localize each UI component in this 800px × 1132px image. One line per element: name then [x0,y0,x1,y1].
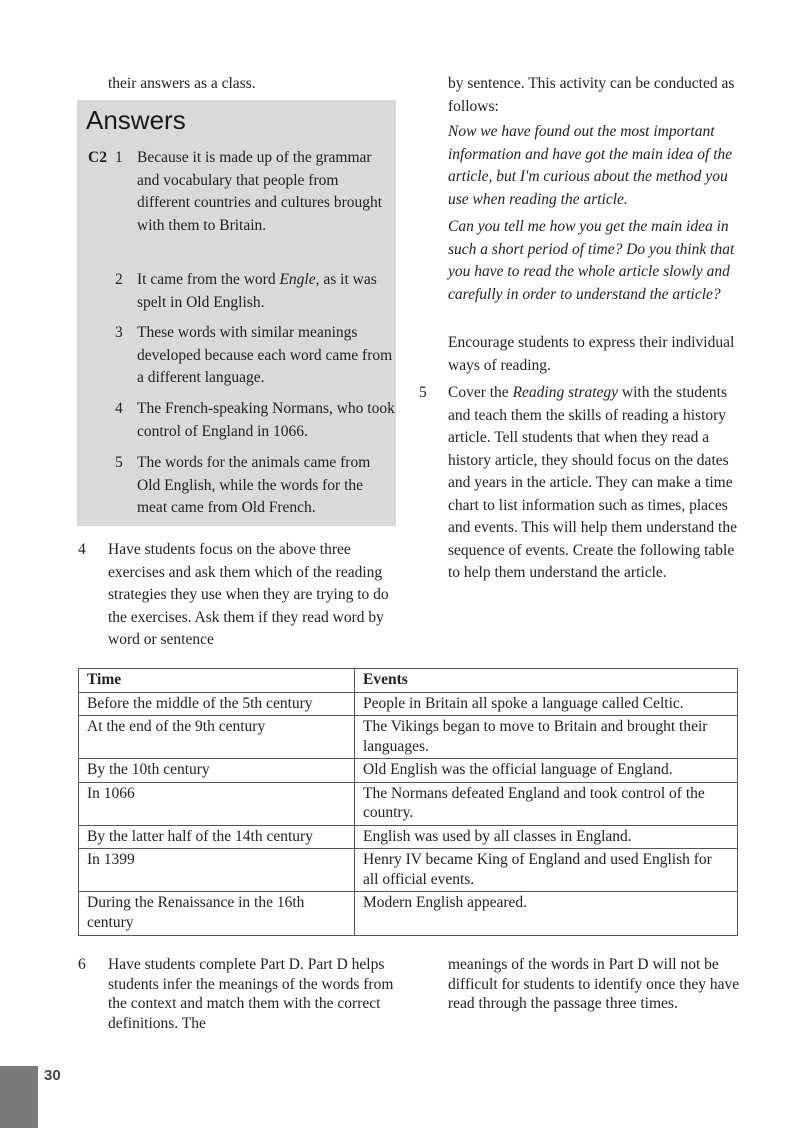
answers-box [77,100,396,526]
table-row [79,759,738,783]
table-row [79,716,738,759]
time-cell: By the 10th century [79,759,355,783]
step-5-text: Cover the Reading strategy with the students and teach them the skills of reading a history article. Tell students that when they read a history article, they should focus on the dates and years in the article. They can make a time chart to list information such as times, places and events. This will help them understand the sequence of events. Create the following table to help them understand the article. [448,384,737,581]
step-number: 4 [78,541,86,558]
event-cell: English was used by all classes in England. [355,825,738,849]
answer-text: The French-speaking Normans, who took control of England in 1066. [137,400,395,440]
page-number: 30 [44,1067,61,1084]
time-cell: Before the middle of the 5th century [79,692,355,716]
event-cell: The Normans defeated England and took control of the country. [355,782,738,825]
step-number: 5 [419,384,427,401]
step-6-text: Have students complete Part D. Part D helps students infer the meanings of the words from the context and match them with the correct definitions. The [108,956,394,1032]
answer-section-label: C2 [88,149,107,166]
table-row [79,825,738,849]
table-row [79,849,738,892]
answer-number: 4 [115,400,123,417]
answer-number: 1 [115,149,123,166]
lead-line: their answers as a class. [108,75,256,92]
continued-text: by sentence. This activity can be conducted as follows: [448,75,735,115]
event-cell: The Vikings began to move to Britain and brought their languages. [355,716,738,759]
event-cell: Modern English appeared. [355,892,738,936]
time-cell: At the end of the 9th century [79,716,355,759]
time-cell: In 1066 [79,782,355,825]
table-header-row [79,669,738,693]
teacher-quote: Now we have found out the most important information and have got the main idea of the article, but I'm curious about the method you use when reading the article. [448,123,733,208]
event-cell: Henry IV became King of England and used English for all official events. [355,849,738,892]
table-row [79,692,738,716]
teacher-quote: Can you tell me how you get the main idea in such a short period of time? Do you think that you have to read the whole article slowly and carefully in order to understand the article? [448,218,735,303]
page-number-bar [0,1066,38,1128]
time-cell: By the latter half of the 14th century [79,825,355,849]
encourage-text: Encourage students to express their individual ways of reading. [448,334,735,374]
answer-italic-word: Engle [279,271,316,288]
answer-number: 3 [115,324,123,341]
reading-strategy-ref: Reading strategy [512,384,619,401]
time-cell: In 1399 [79,849,355,892]
step-4-text: Have students focus on the above three exercises and ask them which of the reading strategies they use when they are trying to do the exercises. Ask them if they read word by word or sentence [108,541,389,648]
answer-text: It came from the word Engle, as it was spelt in Old English. [137,271,377,311]
answer-text: These words with similar meanings developed because each word came from a different language. [137,324,393,386]
step-6-continued: meanings of the words in Part D will not be difficult for students to identify once they have read through the passage three times. [448,956,740,1012]
timeline-table [78,668,738,936]
answer-number: 5 [115,454,123,471]
answers-title: Answers [86,105,186,135]
event-cell: Old English was the official language of England. [355,759,738,783]
table-row [79,892,738,936]
table-row [79,782,738,825]
answer-text: The words for the animals came from Old English, while the words for the meat came from Old French. [137,454,371,516]
answer-number: 2 [115,271,123,288]
step-number: 6 [78,956,86,973]
answer-text: Because it is made up of the grammar and vocabulary that people from different countries and cultures brought with them to Britain. [137,149,383,234]
column-header: Time [79,669,355,693]
time-cell: During the Renaissance in the 16th century [79,892,355,936]
event-cell: People in Britain all spoke a language called Celtic. [355,692,738,716]
column-header: Events [355,669,738,693]
